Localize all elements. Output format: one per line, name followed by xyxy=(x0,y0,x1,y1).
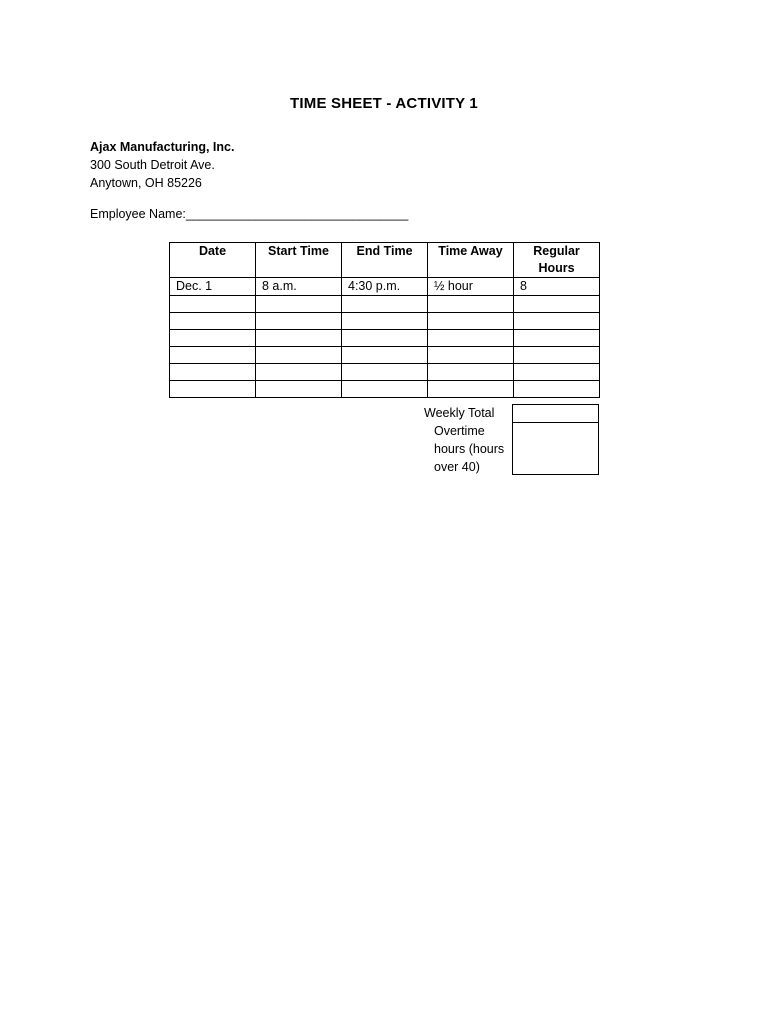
header-end-time: End Time xyxy=(342,243,428,278)
cell-start-time[interactable] xyxy=(256,296,342,313)
cell-end-time[interactable] xyxy=(342,296,428,313)
cell-time-away[interactable] xyxy=(428,347,514,364)
cell-end-time[interactable] xyxy=(342,313,428,330)
table-row xyxy=(170,330,600,347)
cell-start-time[interactable]: 8 a.m. xyxy=(256,278,342,296)
cell-date[interactable] xyxy=(170,313,256,330)
cell-date[interactable] xyxy=(170,296,256,313)
cell-regular-hours[interactable] xyxy=(514,347,600,364)
time-sheet-table xyxy=(169,242,600,398)
header-time-away: Time Away xyxy=(428,243,514,278)
cell-date[interactable] xyxy=(170,364,256,381)
cell-time-away[interactable] xyxy=(428,313,514,330)
cell-time-away[interactable] xyxy=(428,330,514,347)
cell-regular-hours[interactable] xyxy=(514,381,600,398)
cell-regular-hours[interactable] xyxy=(514,313,600,330)
cell-time-away[interactable] xyxy=(428,296,514,313)
cell-end-time[interactable] xyxy=(342,330,428,347)
employee-name-label: Employee Name: xyxy=(90,207,186,221)
overtime-label: Overtime hours (hours over 40) xyxy=(434,424,505,474)
table-row xyxy=(170,313,600,330)
cell-date[interactable] xyxy=(170,330,256,347)
company-name: Ajax Manufacturing, Inc. xyxy=(90,140,235,154)
table-header-row xyxy=(170,243,600,278)
overtime-box[interactable] xyxy=(512,422,599,475)
cell-date[interactable] xyxy=(170,381,256,398)
page-title: TIME SHEET - ACTIVITY 1 xyxy=(290,95,478,112)
cell-time-away[interactable]: ½ hour xyxy=(428,278,514,296)
employee-name-line xyxy=(90,207,408,221)
header-date: Date xyxy=(170,243,256,278)
table-row xyxy=(170,364,600,381)
cell-start-time[interactable] xyxy=(256,313,342,330)
cell-end-time[interactable] xyxy=(342,364,428,381)
table-row xyxy=(170,296,600,313)
header-regular-hours: Regular Hours xyxy=(514,243,600,278)
cell-date[interactable]: Dec. 1 xyxy=(170,278,256,296)
company-block xyxy=(90,138,234,192)
table-row xyxy=(170,278,600,296)
cell-end-time[interactable] xyxy=(342,381,428,398)
cell-start-time[interactable] xyxy=(256,381,342,398)
cell-regular-hours[interactable]: 8 xyxy=(514,278,600,296)
cell-time-away[interactable] xyxy=(428,381,514,398)
cell-regular-hours[interactable] xyxy=(514,296,600,313)
cell-date[interactable] xyxy=(170,347,256,364)
company-address-line2: Anytown, OH 85226 xyxy=(90,176,202,190)
table-row xyxy=(170,347,600,364)
cell-time-away[interactable] xyxy=(428,364,514,381)
cell-end-time[interactable] xyxy=(342,347,428,364)
weekly-total-label: Weekly Total xyxy=(424,406,495,420)
cell-end-time[interactable]: 4:30 p.m. xyxy=(342,278,428,296)
table-row xyxy=(170,381,600,398)
employee-name-blank[interactable]: ________________________________ xyxy=(185,207,409,221)
cell-start-time[interactable] xyxy=(256,347,342,364)
cell-start-time[interactable] xyxy=(256,364,342,381)
cell-start-time[interactable] xyxy=(256,330,342,347)
cell-regular-hours[interactable] xyxy=(514,364,600,381)
weekly-total-box[interactable] xyxy=(512,404,599,423)
company-address-line1: 300 South Detroit Ave. xyxy=(90,158,215,172)
header-start-time: Start Time xyxy=(256,243,342,278)
cell-regular-hours[interactable] xyxy=(514,330,600,347)
